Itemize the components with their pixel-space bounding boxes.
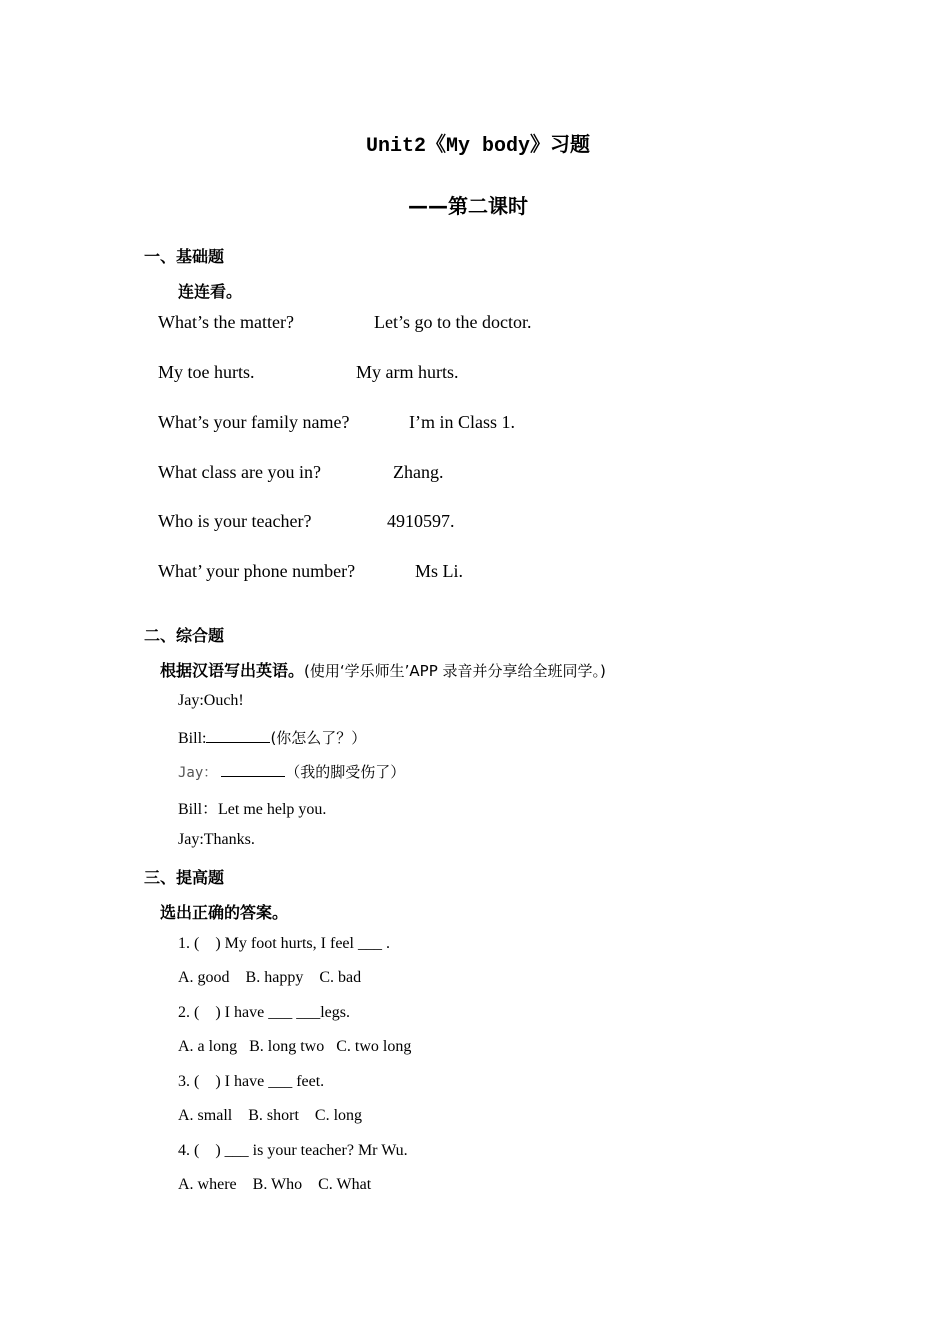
match-right-item: Zhang. [393, 462, 444, 482]
section-heading-comprehensive: 二、综合题 [144, 626, 225, 645]
matching-instruction: 连连看。 [178, 282, 243, 301]
match-right-item: Let’s go to the doctor. [374, 312, 532, 332]
page-subtitle: ——第二课时 [408, 194, 528, 218]
choice-instruction: 选出正确的答案。 [160, 903, 289, 922]
page-title: Unit2《My body》习题 [366, 135, 591, 158]
match-right-item: 4910597. [387, 511, 455, 531]
match-left-item: Who is your teacher? [158, 511, 312, 531]
question-options: A. small B. short C. long [178, 1107, 363, 1124]
question-options: A. where B. Who C. What [178, 1176, 372, 1193]
question-options: A. a long B. long two C. two long [178, 1038, 412, 1055]
dialog-hint: （我的脚受伤了） [285, 763, 406, 781]
translation-instruction-bold: 根据汉语写出英语。 [160, 661, 305, 680]
match-right-item: I’m in Class 1. [409, 412, 515, 432]
section-heading-basic: 一、基础题 [144, 247, 225, 266]
question-text: 1. ( ) My foot hurts, I feel ___ . [178, 935, 390, 952]
dialog-hint: (你怎么了？） [270, 729, 367, 747]
dialog-line: Jay:Thanks. [178, 831, 255, 848]
match-right-item: My arm hurts. [356, 362, 459, 382]
section-heading-advanced: 三、提高题 [144, 868, 225, 887]
answer-blank[interactable] [221, 762, 285, 777]
dialog-line: Bill：Let me help you. [178, 801, 327, 818]
dialog-speaker: Bill: [178, 730, 207, 747]
translation-instruction-note: (使用‘学乐师生’APP 录音并分享给全班同学。) [304, 662, 606, 680]
question-text: 2. ( ) I have ___ ___legs. [178, 1004, 350, 1021]
question-text: 4. ( ) ___ is your teacher? Mr Wu. [178, 1142, 408, 1159]
match-left-item: What class are you in? [158, 462, 321, 482]
match-left-item: What’s your family name? [158, 412, 350, 432]
question-text: 3. ( ) I have ___ feet. [178, 1073, 325, 1090]
match-left-item: What’ your phone number? [158, 561, 356, 581]
dialog-line: Jay:Ouch! [178, 692, 244, 709]
answer-blank[interactable] [206, 728, 270, 743]
dialog-line [178, 727, 366, 748]
match-left-item: What’s the matter? [158, 312, 294, 332]
match-right-item: Ms Li. [415, 561, 464, 581]
dialog-line [178, 761, 405, 782]
question-options: A. good B. happy C. bad [178, 969, 362, 986]
translation-instruction [160, 658, 606, 681]
dialog-speaker: Jay： [178, 765, 218, 781]
match-left-item: My toe hurts. [158, 362, 255, 382]
